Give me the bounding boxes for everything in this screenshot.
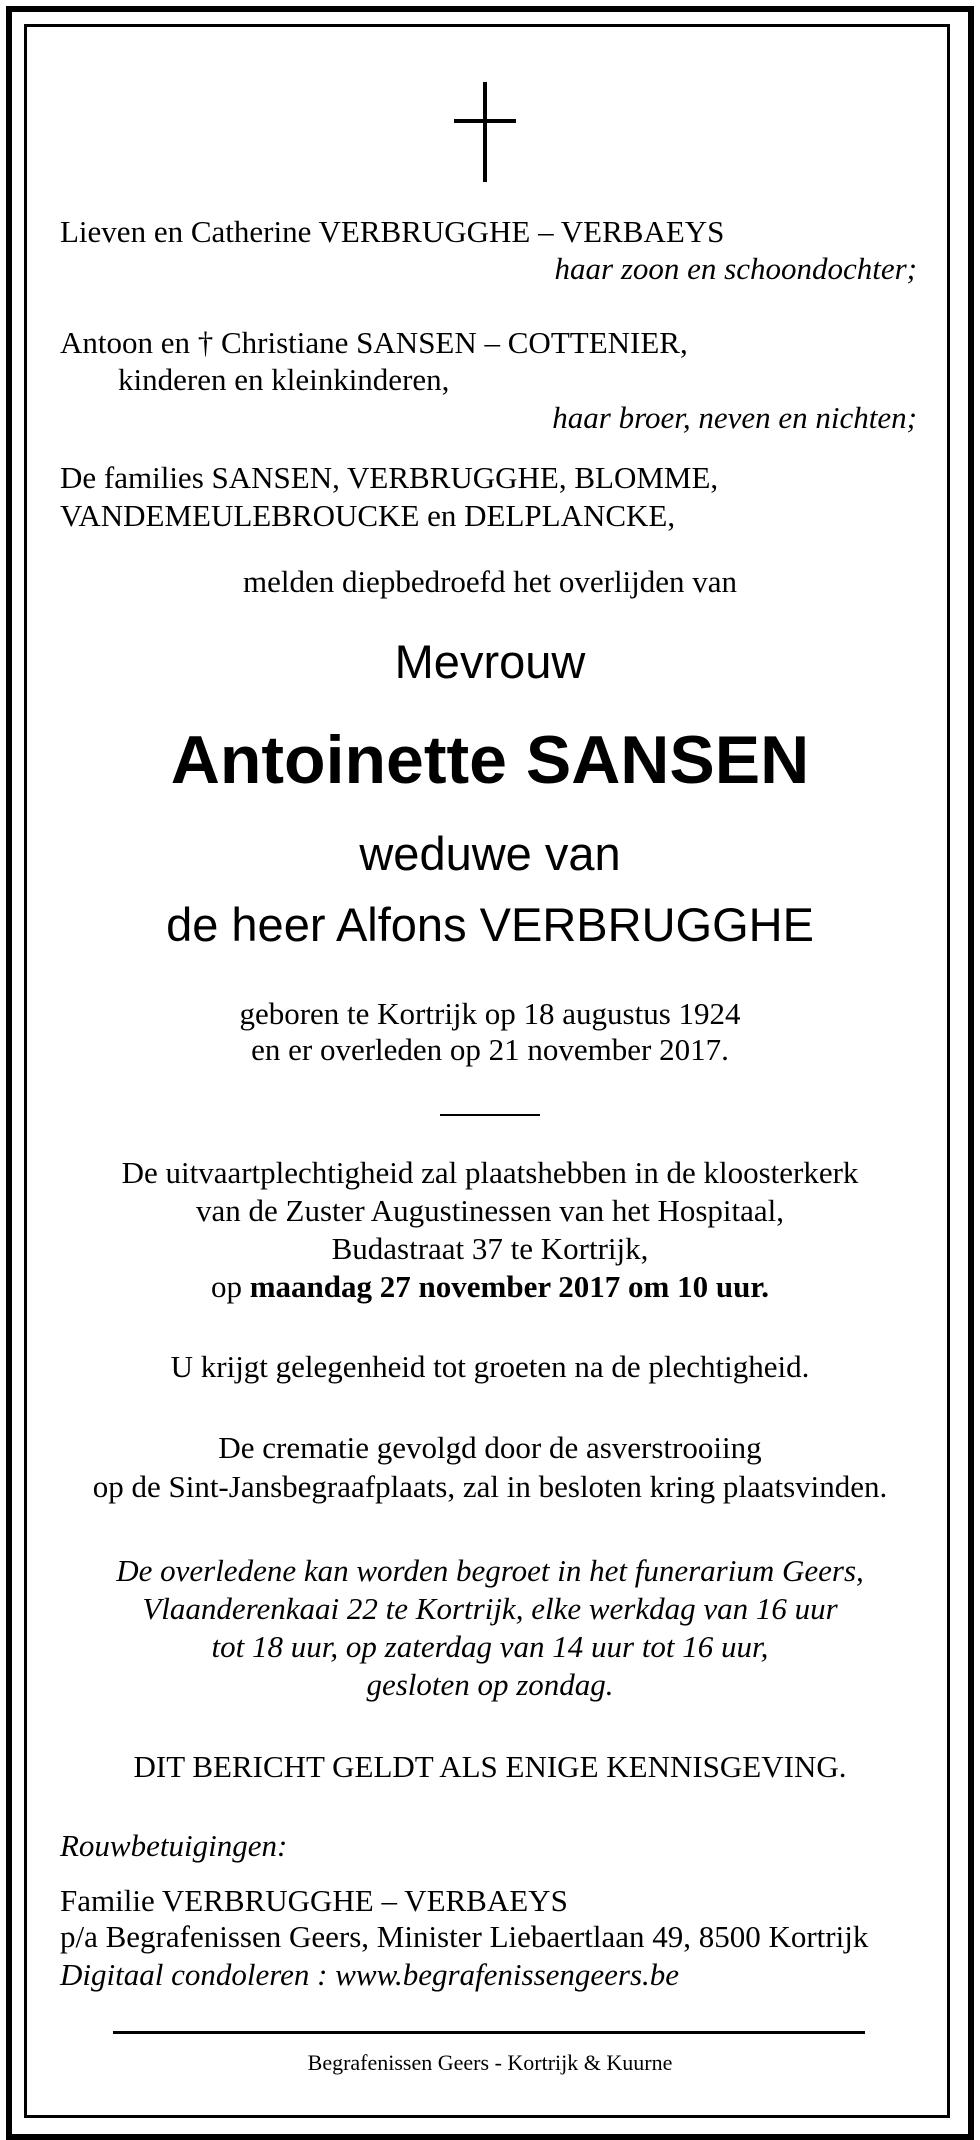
family-line-1: Lieven en Catherine VERBRUGGHE – VERBAEYS — [60, 214, 725, 249]
funeral-date: maandag 27 november 2017 om 10 uur. — [249, 1269, 770, 1304]
viewing-line-1: De overledene kan worden begroet in het funerarium Geers, — [116, 1553, 864, 1588]
family-line-2-sub: kinderen en kleinkinderen, — [118, 362, 450, 397]
separator — [440, 1114, 540, 1116]
family-line-2-role: haar broer, neven en nichten; — [552, 400, 917, 435]
notice: DIT BERICHT GELDT ALS ENIGE KENNISGEVING. — [133, 1749, 847, 1784]
announcement: melden diepbedroefd het overlijden van — [242, 564, 738, 599]
cross-icon — [454, 82, 516, 182]
salutation: Mevrouw — [394, 635, 586, 688]
widow-of: weduwe van — [359, 827, 621, 880]
condolences-heading: Rouwbetuigingen: — [60, 1828, 288, 1863]
family-line-1-role: haar zoon en schoondochter; — [554, 251, 917, 286]
family-line-3a: De families SANSEN, VERBRUGGHE, BLOMME, — [60, 460, 719, 495]
funeral-line-4 — [40, 1268, 940, 1306]
birth-line: geboren te Kortrijk op 18 augustus 1924 — [239, 996, 741, 1031]
spouse-name: de heer Alfons VERBRUGGHE — [166, 898, 814, 951]
cremation-line-2: op de Sint-Jansbegraafplaats, zal in besloten kring plaatsvinden. — [92, 1469, 888, 1504]
family-line-3b: VANDEMEULEBROUCKE en DELPLANCKE, — [60, 498, 676, 533]
death-line: en er overleden op 21 november 2017. — [251, 1032, 729, 1067]
viewing-line-4: gesloten op zondag. — [366, 1667, 614, 1702]
footer-text: Begrafenissen Geers - Kortrijk & Kuurne — [307, 2050, 673, 2075]
condolences-address: p/a Begrafenissen Geers, Minister Liebaertlaan 49, 8500 Kortrijk — [60, 1919, 869, 1954]
greeting-line: U krijgt gelegenheid tot groeten na de plechtigheid. — [170, 1349, 810, 1384]
funeral-line-3: Budastraat 37 te Kortrijk, — [331, 1231, 649, 1266]
condolences-family: Familie VERBRUGGHE – VERBAEYS — [60, 1883, 568, 1918]
condolences-website[interactable]: Digitaal condoleren : www.begrafenissengeers.be — [60, 1957, 680, 1992]
viewing-line-2: Vlaanderenkaai 22 te Kortrijk, elke werkdag van 16 uur — [142, 1591, 838, 1626]
viewing-line-3: tot 18 uur, op zaterdag van 14 uur tot 16 uur, — [211, 1629, 769, 1664]
cremation-line-1: De crematie gevolgd door de asverstrooiing — [218, 1430, 762, 1465]
funeral-line-1: De uitvaartplechtigheid zal plaatshebben in de kloosterkerk — [121, 1155, 859, 1190]
family-line-2: Antoon en † Christiane SANSEN – COTTENIER, — [60, 325, 688, 360]
funeral-line-2: van de Zuster Augustinessen van het Hospitaal, — [195, 1193, 785, 1228]
deceased-name: Antoinette SANSEN — [170, 722, 810, 798]
funeral-date-prefix: op — [210, 1269, 250, 1304]
footer-rule — [113, 2031, 865, 2034]
